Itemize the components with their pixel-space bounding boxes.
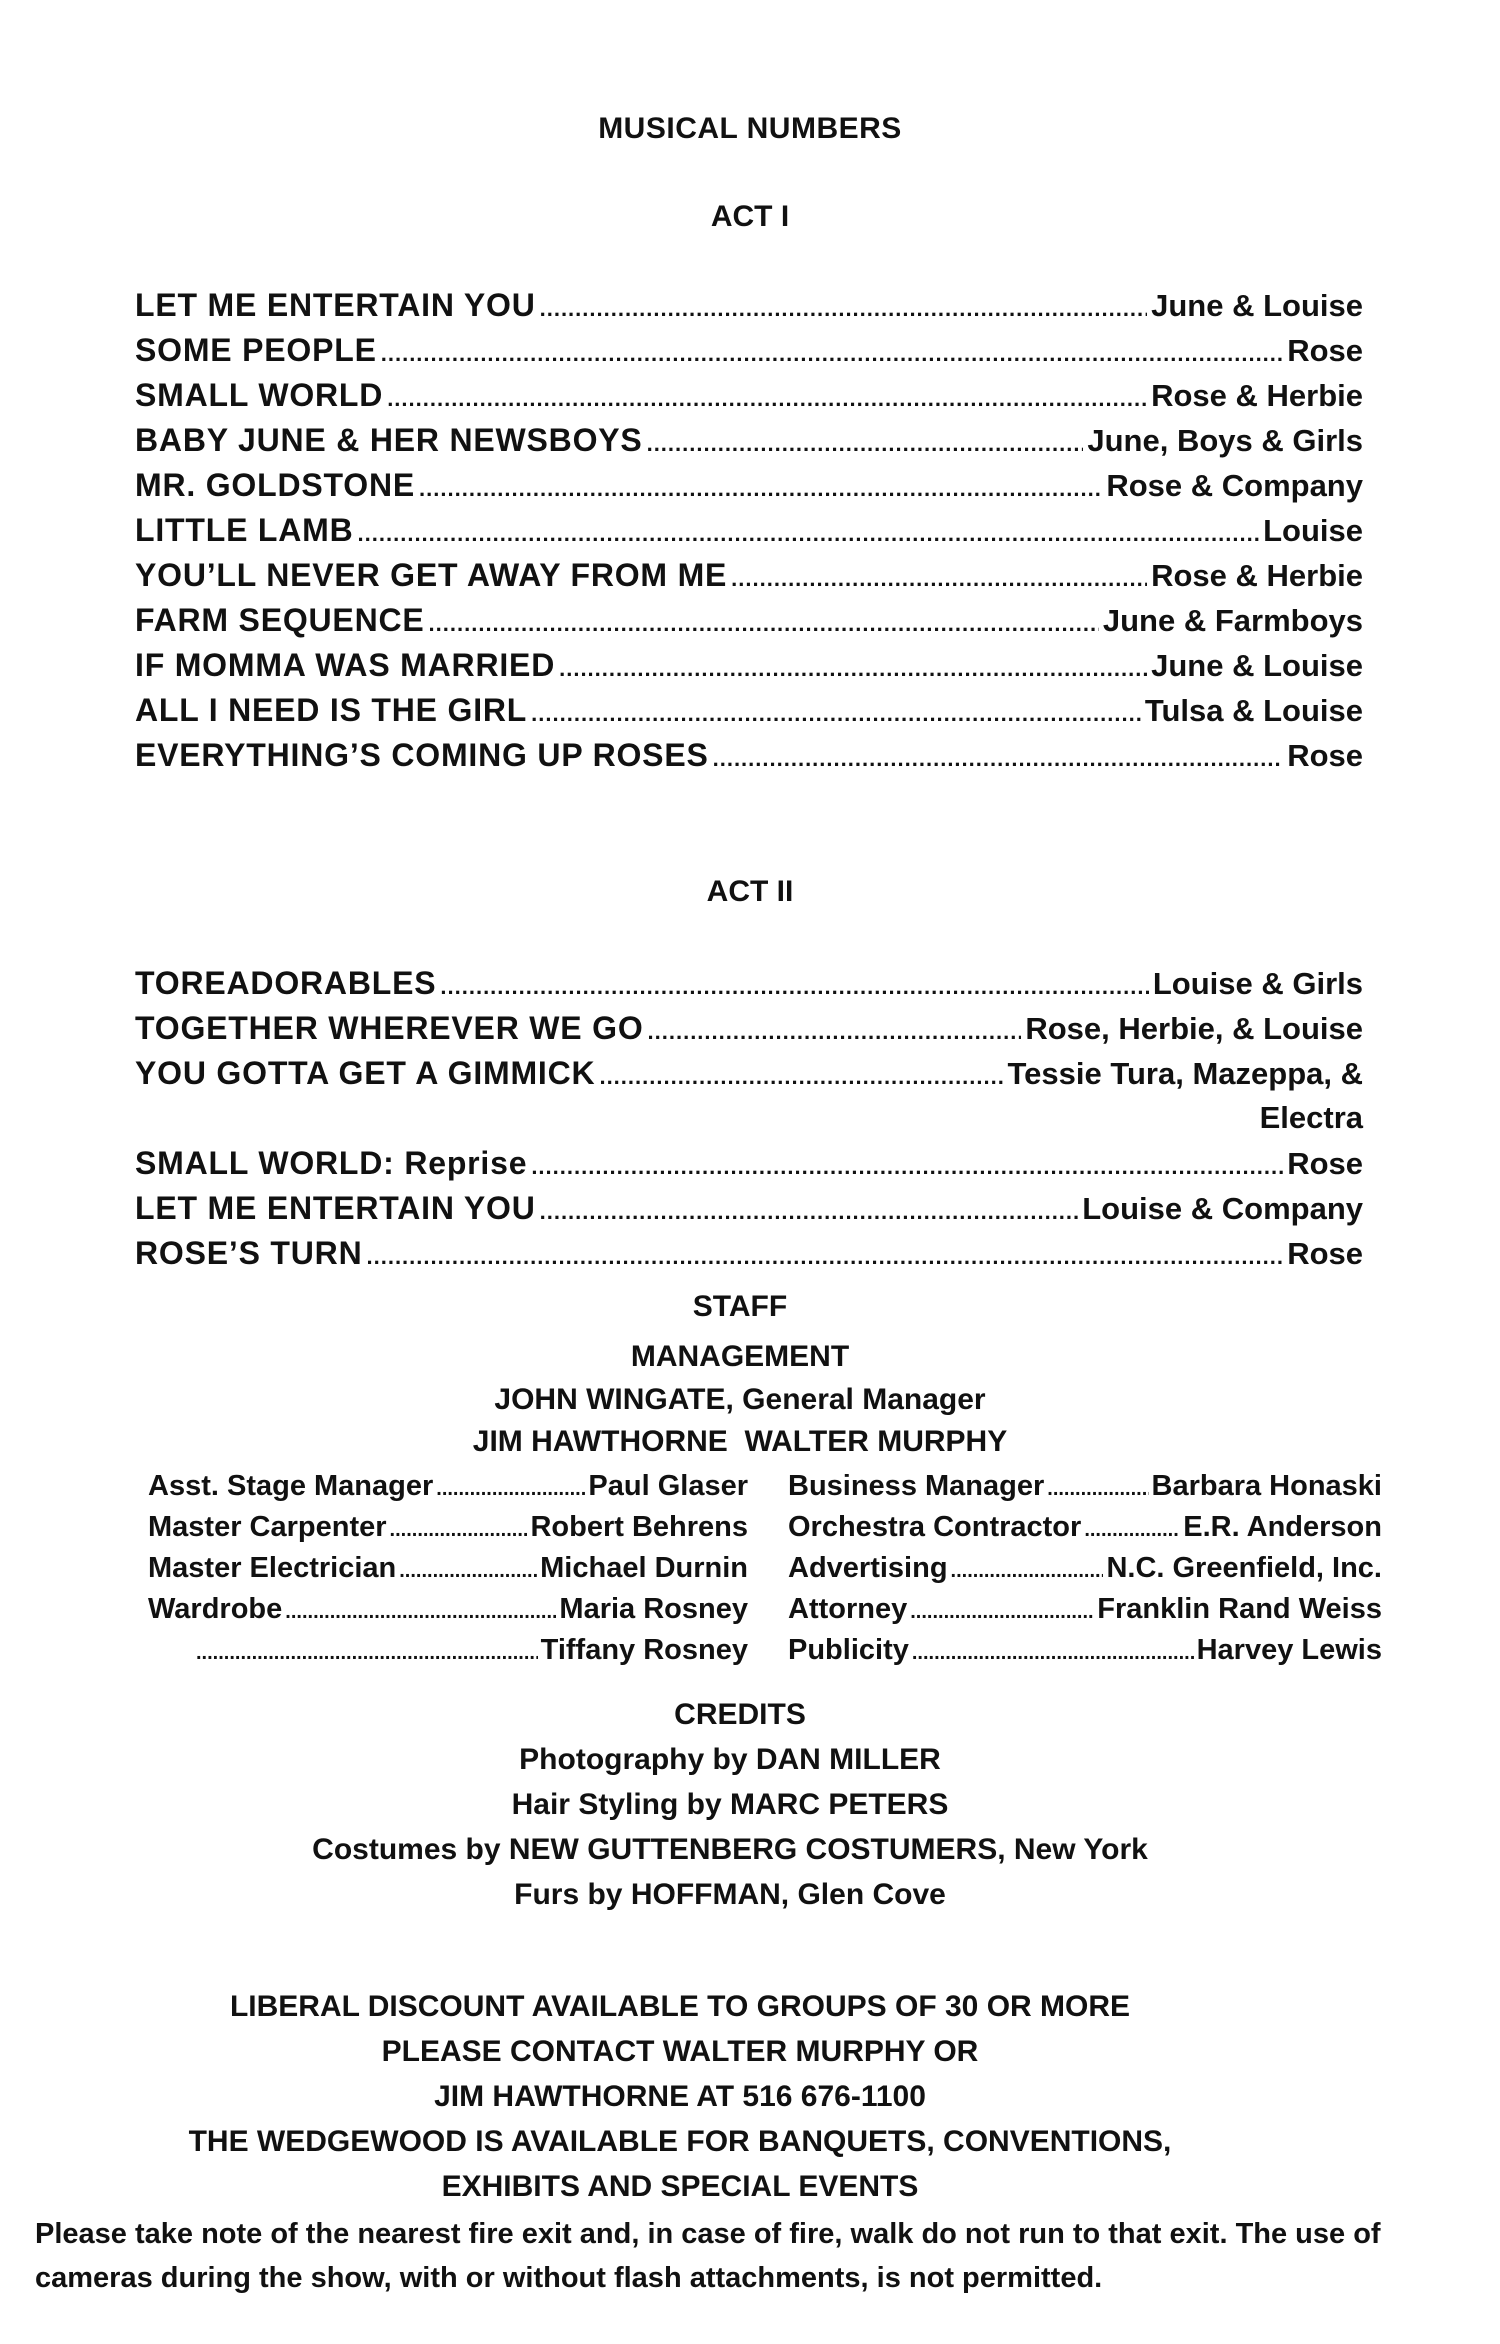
announcement-line: LIBERAL DISCOUNT AVAILABLE TO GROUPS OF 30 OR MORE bbox=[229, 1990, 1131, 2023]
performers: Tessie Tura, Mazeppa, & bbox=[1007, 1056, 1363, 1091]
staff-role: Asst. Stage Manager bbox=[148, 1470, 434, 1502]
performers: Rose bbox=[1287, 1146, 1363, 1181]
performers: June, Boys & Girls bbox=[1087, 423, 1363, 458]
credit-line: Photography by DAN MILLER bbox=[519, 1743, 941, 1776]
musical-number-row bbox=[135, 287, 1363, 332]
song-title: ROSE’S TURN bbox=[135, 1235, 363, 1271]
dot-leader bbox=[429, 611, 1099, 637]
staff-role: Business Manager bbox=[788, 1470, 1045, 1502]
performers: June & Louise bbox=[1151, 288, 1363, 323]
musical-number-row bbox=[135, 965, 1363, 1010]
song-title: BABY JUNE & HER NEWSBOYS bbox=[135, 422, 643, 458]
dot-leader bbox=[540, 1199, 1079, 1225]
song-title: YOU GOTTA GET A GIMMICK bbox=[135, 1055, 596, 1091]
dot-leader bbox=[951, 1560, 1104, 1583]
dot-leader bbox=[599, 1064, 1003, 1090]
dot-leader bbox=[910, 1601, 1094, 1624]
credit-line: Furs by HOFFMAN, Glen Cove bbox=[514, 1878, 946, 1911]
credits-heading: CREDITS bbox=[674, 1698, 806, 1731]
performers: Rose & Company bbox=[1106, 468, 1363, 503]
dot-leader bbox=[367, 1244, 1284, 1270]
dot-leader bbox=[358, 521, 1260, 547]
song-title: FARM SEQUENCE bbox=[135, 602, 425, 638]
dot-leader bbox=[531, 701, 1141, 727]
announcement-line: JIM HAWTHORNE AT 516 676-1100 bbox=[434, 2080, 926, 2113]
staff-role: Master Electrician bbox=[148, 1552, 397, 1584]
song-title: TOREADORABLES bbox=[135, 965, 437, 1001]
musical-number-row bbox=[135, 1010, 1363, 1055]
musical-number-row bbox=[135, 737, 1363, 782]
staff-role: Orchestra Contractor bbox=[788, 1511, 1082, 1543]
performers: Rose bbox=[1287, 1236, 1363, 1271]
dot-leader bbox=[540, 296, 1148, 322]
dot-leader bbox=[912, 1642, 1194, 1665]
musical-number-row bbox=[135, 377, 1363, 422]
staff-list-right bbox=[788, 1470, 1382, 1675]
performers: Tulsa & Louise bbox=[1144, 693, 1363, 728]
song-title: YOU’LL NEVER GET AWAY FROM ME bbox=[135, 557, 728, 593]
general-manager: JOHN WINGATE, General Manager bbox=[494, 1383, 986, 1416]
musical-number-row bbox=[135, 332, 1363, 377]
performers-continued: Electra bbox=[1259, 1100, 1363, 1135]
credit-line: Hair Styling by MARC PETERS bbox=[511, 1788, 949, 1821]
dot-leader bbox=[647, 431, 1084, 457]
dot-leader bbox=[559, 656, 1147, 682]
musical-number-row bbox=[135, 692, 1363, 737]
staff-name: Paul Glaser bbox=[588, 1470, 748, 1502]
musical-number-row bbox=[135, 1145, 1363, 1190]
act-2-list bbox=[135, 965, 1363, 1280]
performers: Louise & Company bbox=[1082, 1191, 1363, 1226]
song-title: LET ME ENTERTAIN YOU bbox=[135, 287, 536, 323]
fire-notice: Please take note of the nearest fire exit and, in case of fire, walk do not run to that exit. The use of cameras during the show, with or without flash attachments, is not permitted. bbox=[35, 2218, 1381, 2294]
dot-leader bbox=[436, 1478, 585, 1501]
staff-row bbox=[788, 1511, 1382, 1552]
staff-name: N.C. Greenfield, Inc. bbox=[1106, 1552, 1382, 1584]
dot-leader bbox=[1047, 1478, 1148, 1501]
dot-leader bbox=[390, 1519, 528, 1542]
staff-name: Franklin Rand Weiss bbox=[1097, 1593, 1382, 1625]
managers: JIM HAWTHORNE WALTER MURPHY bbox=[472, 1425, 1008, 1458]
dot-leader bbox=[440, 974, 1148, 1000]
song-title: ALL I NEED IS THE GIRL bbox=[135, 692, 528, 728]
musical-number-row bbox=[135, 467, 1363, 512]
dot-leader bbox=[399, 1560, 537, 1583]
announcement-line: EXHIBITS AND SPECIAL EVENTS bbox=[441, 2170, 919, 2203]
musical-number-row bbox=[135, 602, 1363, 647]
dot-leader bbox=[381, 341, 1283, 367]
staff-name: Robert Behrens bbox=[530, 1511, 748, 1543]
staff-name: Barbara Honaski bbox=[1151, 1470, 1382, 1502]
song-title: IF MOMMA WAS MARRIED bbox=[135, 647, 556, 683]
dot-leader bbox=[419, 476, 1102, 502]
dot-leader bbox=[1084, 1519, 1180, 1542]
song-title: LET ME ENTERTAIN YOU bbox=[135, 1190, 536, 1226]
act-1-heading: ACT I bbox=[710, 200, 790, 233]
staff-name: Maria Rosney bbox=[559, 1593, 748, 1625]
musical-number-row bbox=[135, 1235, 1363, 1280]
staff-role: Attorney bbox=[788, 1593, 908, 1625]
staff-role: Advertising bbox=[788, 1552, 948, 1584]
performers: Louise bbox=[1263, 513, 1363, 548]
song-title: LITTLE LAMB bbox=[135, 512, 354, 548]
staff-row bbox=[788, 1470, 1382, 1511]
staff-row bbox=[148, 1470, 748, 1511]
performers: June & Farmboys bbox=[1102, 603, 1363, 638]
musical-number-row bbox=[135, 1055, 1363, 1100]
performers: Rose, Herbie, & Louise bbox=[1025, 1011, 1363, 1046]
credit-line: Costumes by NEW GUTTENBERG COSTUMERS, New York bbox=[312, 1833, 1148, 1866]
staff-role: Master Carpenter bbox=[148, 1511, 387, 1543]
dot-leader bbox=[531, 1154, 1283, 1180]
staff-role: Wardrobe bbox=[148, 1593, 283, 1625]
staff-row bbox=[148, 1511, 748, 1552]
song-title: SMALL WORLD bbox=[135, 377, 384, 413]
staff-role: Publicity bbox=[788, 1634, 909, 1666]
musical-number-row bbox=[135, 512, 1363, 557]
song-title: SOME PEOPLE bbox=[135, 332, 377, 368]
performers: Rose & Herbie bbox=[1151, 378, 1363, 413]
act-1-list bbox=[135, 287, 1363, 782]
performers: Rose bbox=[1287, 333, 1363, 368]
musical-number-row bbox=[135, 422, 1363, 467]
staff-name: Harvey Lewis bbox=[1196, 1634, 1382, 1666]
song-title: TOGETHER WHEREVER WE GO bbox=[135, 1010, 644, 1046]
dot-leader bbox=[713, 746, 1284, 772]
dot-leader bbox=[285, 1601, 556, 1624]
musical-number-row bbox=[135, 647, 1363, 692]
staff-name: E.R. Anderson bbox=[1183, 1511, 1382, 1543]
staff-name: Tiffany Rosney bbox=[540, 1634, 748, 1666]
performers: Rose & Herbie bbox=[1151, 558, 1363, 593]
act-2-heading: ACT II bbox=[706, 875, 794, 908]
performers: Rose bbox=[1287, 738, 1363, 773]
staff-row bbox=[148, 1552, 748, 1593]
staff-heading: STAFF bbox=[692, 1290, 788, 1323]
performers: June & Louise bbox=[1151, 648, 1363, 683]
staff-row bbox=[148, 1634, 748, 1675]
musical-number-row-continued bbox=[135, 1100, 1363, 1145]
staff-row bbox=[788, 1634, 1382, 1675]
dot-leader bbox=[731, 566, 1147, 592]
announcement-line: THE WEDGEWOOD IS AVAILABLE FOR BANQUETS, CONVENTIONS, bbox=[188, 2125, 1172, 2158]
performers: Louise & Girls bbox=[1152, 966, 1363, 1001]
staff-row bbox=[148, 1593, 748, 1634]
announcement-line: PLEASE CONTACT WALTER MURPHY OR bbox=[381, 2035, 979, 2068]
dot-leader bbox=[387, 386, 1147, 412]
song-title: SMALL WORLD: Reprise bbox=[135, 1145, 528, 1181]
dot-leader bbox=[648, 1019, 1022, 1045]
musical-number-row bbox=[135, 1190, 1363, 1235]
staff-name: Michael Durnin bbox=[540, 1552, 748, 1584]
staff-row bbox=[788, 1552, 1382, 1593]
song-title: MR. GOLDSTONE bbox=[135, 467, 416, 503]
staff-row bbox=[788, 1593, 1382, 1634]
musical-number-row bbox=[135, 557, 1363, 602]
management-heading: MANAGEMENT bbox=[630, 1340, 850, 1373]
dot-leader bbox=[196, 1642, 538, 1665]
song-title: EVERYTHING’S COMING UP ROSES bbox=[135, 737, 709, 773]
page-heading: MUSICAL NUMBERS bbox=[598, 112, 902, 145]
staff-list-left bbox=[148, 1470, 748, 1675]
